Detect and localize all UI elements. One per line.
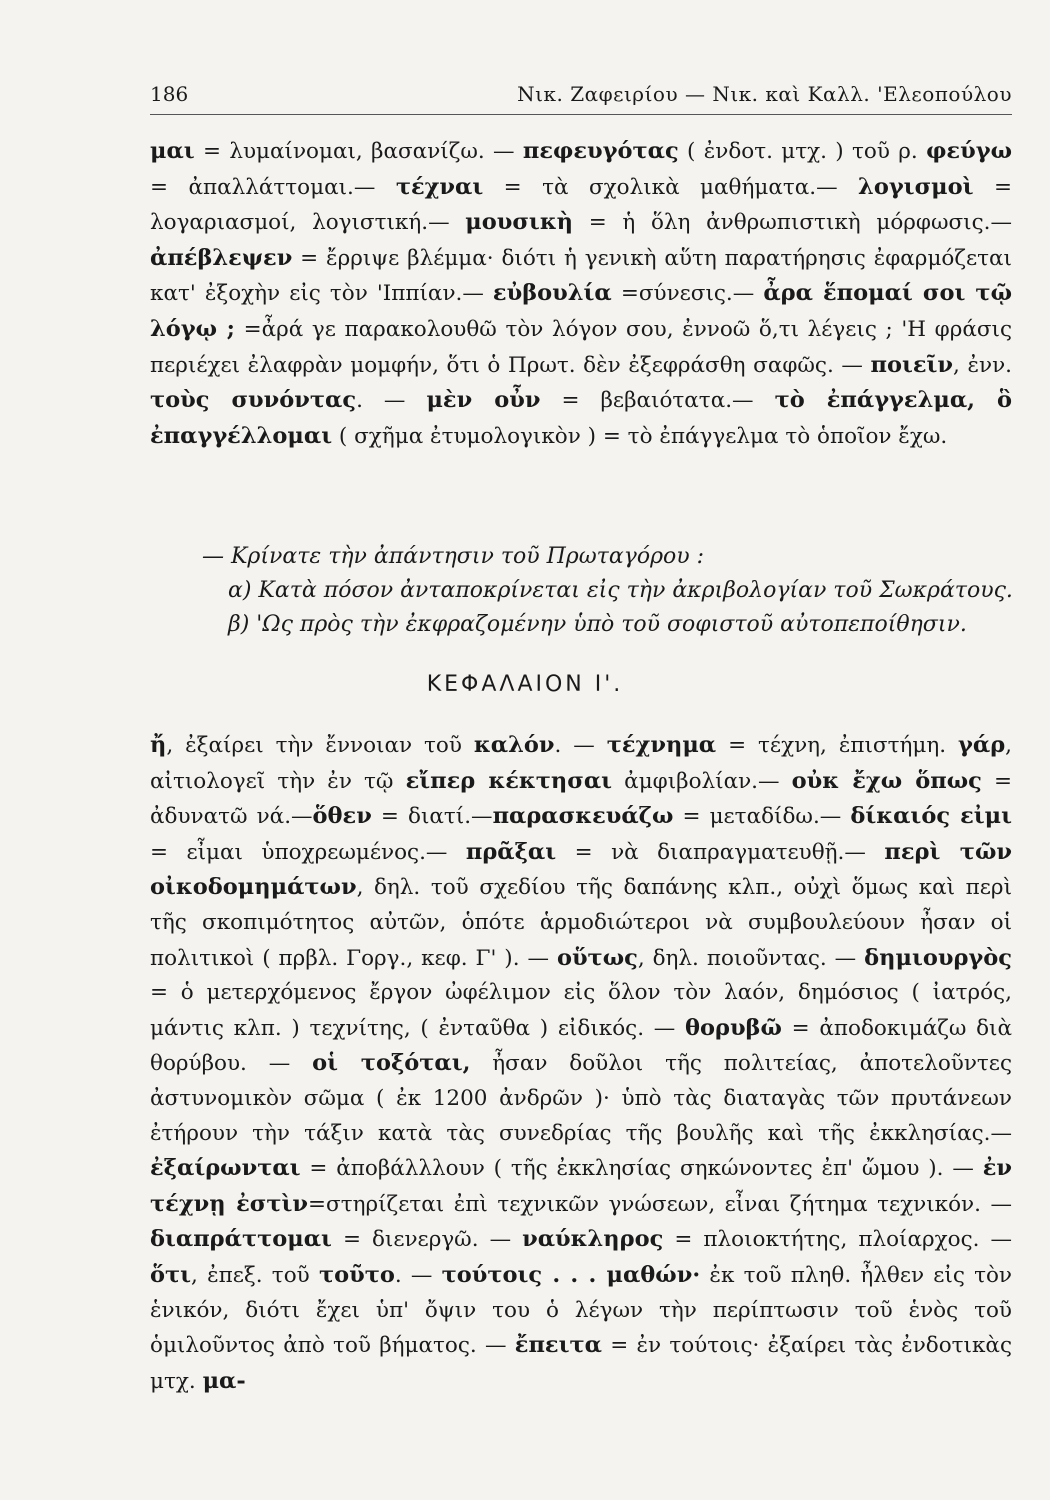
commentary-paragraph-2 <box>150 728 1012 1399</box>
questions-intro: — Κρίνατε τὴν ἀπάντησιν τοῦ Πρωταγόρου : <box>202 544 705 569</box>
chapter-title: ΚΕΦΑΛΑΙΟΝ Ι'. <box>426 672 624 697</box>
lemma-term: δίκαιός εἰμι <box>850 803 1013 830</box>
lemma-term: τοῦτο <box>318 1261 395 1288</box>
gloss-text: ἀμφιβολίαν.— <box>612 768 792 794</box>
gloss-text: = τέχνη, ἐπιστήμη. <box>716 733 959 758</box>
gloss-text: = ἀποβάλλλουν ( τῆς ἐκκλησίας σηκώνοντες ἐπ' ὤμου ). — <box>300 1156 983 1182</box>
gloss-text: . — <box>394 1262 442 1288</box>
lemma-term: οὕτως <box>556 944 638 971</box>
gloss-text: , δηλ. τοῦ σχεδίου τῆς δαπάνης κλπ., οὐχὶ ὅμως καὶ περὶ τῆς σκοπιμότητος αὐτῶν, ὁπότε ἁρμοδιώτεροι νὰ συμβουλεύουν ἦσαν οἱ πολιτικοὶ ( πρβλ. Γοργ., κεφ. Γ' ). — <box>150 875 1012 971</box>
gloss-text: = ἀπαλλάττομαι.— <box>150 174 396 200</box>
gloss-text: = ἔρριψε βλέμμα· διότι ἡ γενικὴ αὕτη παρατήρησις ἐφαρμόζεται κατ' ἐξοχὴν εἰς τὸν 'Ιππίαν.— <box>150 245 1012 307</box>
lemma-term: παρασκευάζω <box>492 803 674 830</box>
lemma-term: τούτοις . . . μαθών· <box>441 1261 701 1288</box>
gloss-text: = λυμαίνομαι, βασανίζω. — <box>194 139 523 164</box>
questions-block <box>150 540 1012 642</box>
gloss-text: , δηλ. ποιοῦντας. — <box>637 945 865 971</box>
lemma-term: ἔπειτα <box>514 1332 602 1359</box>
lemma-term: τέχναι <box>395 173 484 200</box>
lemma-term: ναύκληρος <box>522 1226 664 1253</box>
gloss-text: , αἰτιολογεῖ τὴν ἐν τῷ <box>150 733 1013 794</box>
gloss-text: = διατί.— <box>371 804 493 830</box>
lemma-term: ποιεῖν <box>870 351 954 378</box>
gloss-text: , ἐξαίρει τὴν ἔννοιαν τοῦ <box>166 733 474 758</box>
lemma-term: ἤ <box>150 732 167 758</box>
lemma-term: ὅτι <box>150 1261 192 1288</box>
lemma-term: οὐκ ἔχω ὅπως <box>791 767 982 794</box>
lemma-term: εἴπερ κέκτησαι <box>405 767 613 794</box>
lemma-term: ἐξαίρωνται <box>150 1155 301 1182</box>
gloss-text: = βεβαιότατα.— <box>540 388 775 414</box>
gloss-text: = νὰ διαπραγματευθῇ.— <box>556 839 885 865</box>
commentary-text <box>150 728 1012 1399</box>
gloss-text: . — <box>356 388 427 414</box>
commentary-text <box>150 134 1012 454</box>
gloss-text: ἦσαν δοῦλοι τῆς πολιτείας, ἀποτελοῦντες ἀστυνομικὸν σῶμα ( ἐκ 1200 ἀνδρῶν )· ὑπὸ τὰς διαταγὰς τῶν πρυτάνεων ἐτήρουν τὴν τάξιν κατὰ τὰς συνεδρίας τῆς βουλῆς καὶ τῆς ἐκκλησίας.— <box>150 1051 1012 1146</box>
gloss-text: = εἶμαι ὑποχρεωμένος.— <box>150 839 466 865</box>
lemma-term: διαπράττομαι <box>150 1226 332 1253</box>
gloss-text: = ἐν τούτοις· ἐξαίρει τὰς ἐνδοτικὰς μτχ. <box>150 1333 1012 1394</box>
running-head: Νικ. Ζαφειρίου — Νικ. καὶ Καλλ. 'Ελεοπούλου <box>517 82 1012 106</box>
lemma-term: τοὺς συνόντας <box>150 387 357 414</box>
lemma-term: οἱ τοξόται, <box>312 1050 471 1077</box>
lemma-term: θορυβῶ <box>684 1014 782 1041</box>
lemma-term: λογισμοὶ <box>858 173 974 200</box>
gloss-text: ( ἐνδοτ. μτχ. ) τοῦ ρ. <box>678 139 927 164</box>
lemma-term: ὅθεν <box>312 803 372 830</box>
lemma-term: περὶ τῶν οἰκοδομημάτων <box>150 838 1012 901</box>
lemma-term: μουσικὴ <box>465 209 574 236</box>
gloss-text: = λογαριασμοί, λογιστική.— <box>150 174 1012 236</box>
lemma-term: μὲν οὖν <box>426 387 541 414</box>
gloss-text: ἐκ τοῦ πληθ. ἦλθεν εἰς τὸν ἑνικόν, διότι ἔχει ὑπ' ὄψιν του ὁ λέγων τὴν περίπτωσιν τοῦ ἑνὸς τοῦ ὁμιλοῦντος ἀπὸ τοῦ βήματος. — <box>150 1262 1013 1359</box>
gloss-text: = ἡ ὅλη ἀνθρωπιστικὴ μόρφωσις.— <box>573 210 1012 236</box>
lemma-term: καλόν <box>473 732 555 758</box>
gloss-text: ( σχῆμα ἐτυμολογικὸν ) = τὸ ἐπάγγελμα τὸ ὁποῖον ἔχω. <box>332 423 948 449</box>
gloss-text: = ὁ μετερχόμενος ἔργον ὠφέλιμον εἰς ὅλον τὸν λαόν, δημόσιος ( ἰατρός, μάντις κλπ. ) τεχνίτης, ( ἐνταῦθα ) εἰδικός. — <box>150 980 1012 1041</box>
gloss-text: =ἆρά γε παρακολουθῶ τὸν λόγον σου, ἐννοῶ ὅ,τι λέγεις ; 'Η φράσις περιέχει ἐλαφρὰν μομφήν, ὅτι ὁ Πρωτ. δὲν ἐξεφράσθη σαφῶς. — <box>150 316 1012 378</box>
gloss-text: =σύνεσις.— <box>611 281 764 307</box>
page-header <box>150 78 1012 115</box>
gloss-text: = πλοιοκτήτης, πλοίαρχος. — <box>663 1227 1012 1253</box>
lemma-term: πεφευγότας <box>522 138 679 164</box>
lemma-term: τὸ ἐπάγγελμα, ὃ ἐπαγγέλλομαι <box>150 387 1012 449</box>
question-a: α) Κατὰ πόσον ἀνταποκρίνεται εἰς τὴν ἀκριβολογίαν τοῦ Σωκράτους. <box>228 578 1013 603</box>
gloss-text: , ἐπεξ. τοῦ <box>191 1262 319 1288</box>
lemma-term: γάρ <box>958 732 1006 758</box>
lemma-term: ἀπέβλεψεν <box>150 244 293 271</box>
gloss-text: = μεταδίδω.— <box>673 804 851 830</box>
question-b: β) 'Ως πρὸς τὴν ἐκφραζομένην ὑπὸ τοῦ σοφιστοῦ αὐτοπεποίθησιν. <box>228 612 967 637</box>
gloss-text: = τὰ σχολικὰ μαθήματα.— <box>483 174 859 200</box>
gloss-text: =στηρίζεται ἐπὶ τεχνικῶν γνώσεων, εἶναι ζήτημα τεχνικόν. — <box>308 1191 1012 1217</box>
lemma-term: μα- <box>202 1367 246 1394</box>
commentary-paragraph-1 <box>150 134 1012 454</box>
lemma-term: δημιουργὸς <box>864 944 1012 971</box>
lemma-term: πρᾶξαι <box>465 838 557 865</box>
lemma-term: ἐν τέχνῃ ἐστὶν <box>150 1155 1012 1217</box>
lemma-term: μαι <box>150 138 195 164</box>
page-number: 186 <box>150 82 189 106</box>
lemma-term: φεύγω <box>926 138 1012 164</box>
gloss-text: , ἐνν. <box>953 352 1012 378</box>
gloss-text: = διενεργῶ. — <box>331 1227 523 1253</box>
lemma-term: τέχνημα <box>606 732 717 758</box>
lemma-term: ἆρα ἕπομαί σοι τῷ λόγῳ ; <box>150 280 1012 342</box>
gloss-text: = ἀποδοκιμάζω διὰ θορύβου. — <box>150 1015 1012 1077</box>
lemma-term: εὐβουλία <box>492 280 612 307</box>
gloss-text: = ἀδυνατῶ νά.— <box>150 768 1012 830</box>
gloss-text: . — <box>554 733 607 758</box>
